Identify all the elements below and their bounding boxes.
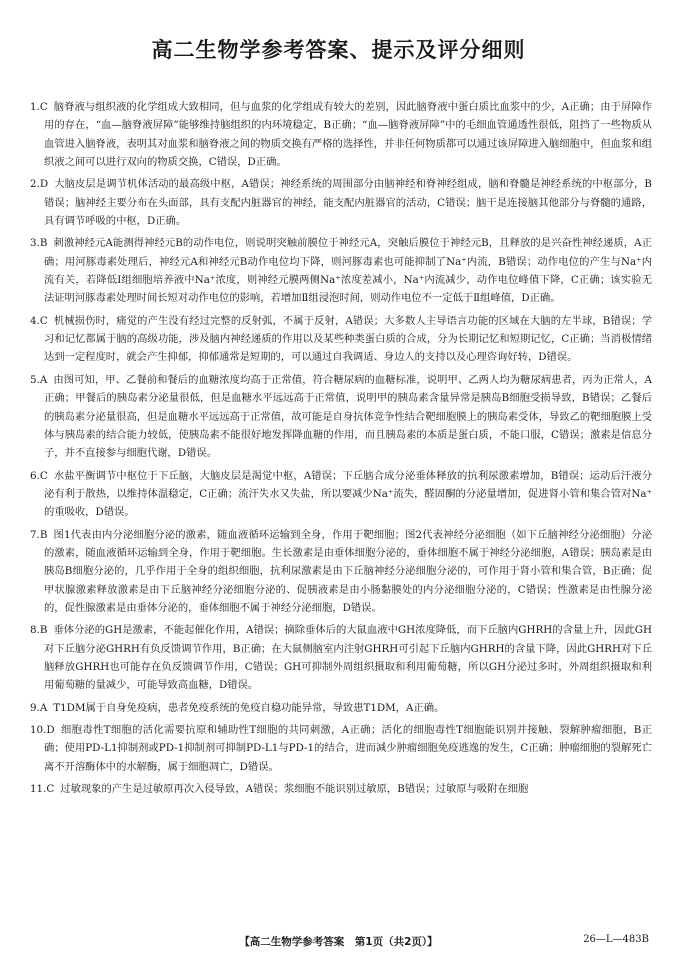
item-number: 4.	[30, 314, 40, 327]
document-title: 高二生物学参考答案、提示及评分细则	[151, 38, 526, 62]
item-number: 9.	[30, 701, 40, 714]
item-number: 6.	[30, 469, 40, 482]
footer-page-label: 【高二生物学参考答案 第1页（共2页）】	[239, 936, 438, 948]
answer-item	[30, 621, 652, 694]
item-explanation: T1DM属于自身免疫病，患者免疫系统的免疫自稳功能异常，导致患T1DM，A正确。	[53, 701, 445, 714]
item-answer: D	[39, 178, 49, 191]
footer-exam-code: 26—L—483B	[583, 934, 649, 945]
item-answer: C	[46, 783, 55, 796]
item-answer: A	[39, 701, 48, 714]
answer-item	[30, 175, 652, 230]
item-explanation: 水盐平衡调节中枢位于下丘脑，大脑皮层是渴觉中枢，A错误；下丘脑合成分泌垂体释放的抗利尿激素增加，B错误；运动后汗液分泌有利于散热，以维持体温稳定，C正确；流汗失水又失盐，所以要减少Na⁺流失，醛固酮的分泌量增加，促进肾小管和集合管对Na⁺的重吸收，D错误。	[44, 469, 652, 519]
answer-item	[30, 526, 652, 618]
item-number: 7.	[30, 528, 40, 541]
item-explanation: 图1代表由内分泌细胞分泌的激素，随血液循环运输到全身，作用于靶细胞；图2代表神经分泌细胞（如下丘脑神经分泌细胞）分泌的激素，随血液循环运输到全身，作用于靶细胞。生长激素是由垂体细胞分泌的，垂体细胞不属于神经分泌细胞，A错误；胰岛素是由胰岛B细胞分泌的，几乎作用于全身的组织细胞，抗利尿激素是由下丘脑神经分泌细胞分泌的，可作用于肾小管和集合管，B正确；促甲状腺激素释放激素是由下丘脑神经分泌细胞分泌的、促胰液素是由小肠黏膜处的内分泌细胞分泌的，C错误；性激素是由性腺分泌的，促性腺激素是由垂体分泌的，垂体细胞不属于神经分泌细胞，D错误。	[44, 528, 652, 614]
answer-item	[30, 312, 652, 367]
item-number: 8.	[30, 624, 40, 637]
item-explanation: 脑脊液与组织液的化学组成大致相同，但与血浆的化学组成有较大的差别，因此脑脊液中蛋白质比血浆中的少，A正确；由于屏障作用的存在，“血—脑脊液屏障”能够维持脑组织的内环境稳定，B正确；“血—脑脊液屏障”中的毛细血管通透性很低，阻挡了一些物质从血管进入脑脊液，表明其对血浆和脑脊液之间的物质交换有严格的选择性，并非任何物质都可以通过该屏障进入脑细胞中，但血浆和组织液之间可以进行双向的物质交换，C错误，D正确。	[44, 101, 652, 169]
item-answer: C	[39, 314, 48, 327]
item-number: 2.	[30, 178, 40, 191]
item-number: 11.	[30, 783, 47, 796]
item-number: 3.	[30, 237, 40, 250]
answer-item	[30, 780, 652, 798]
answer-item	[30, 98, 652, 171]
answer-item	[30, 234, 652, 307]
item-number: 1.	[30, 101, 40, 113]
item-answer: B	[39, 237, 48, 250]
item-explanation: 细胞毒性T细胞的活化需要抗原和辅助性T细胞的共同刺激，A正确；活化的细胞毒性T细胞能识别并接触、裂解肿瘤细胞，B正确；使用PD-L1抑制剂或PD-1抑制剂可抑制PD-L1与PD-1的结合，进而减少肿瘤细胞免疫逃逸的发生，C正确；肿瘤细胞的裂解死亡离不开溶酶体中的水解酶，属于细胞凋亡，D错误。	[44, 724, 652, 773]
item-explanation: 大脑皮层是调节机体活动的最高级中枢，A错误；神经系统的周围部分由脑神经和脊神经组成，脑和脊髓是神经系统的中枢部分，B错误；脑神经主要分布在头面部，具有支配内脏器官的神经，能支配内脏器官的活动，C错误；脑干是连接脑其他部分与脊髓的通路，具有调节呼吸的中枢，D正确。	[44, 178, 652, 228]
item-answer: C	[39, 469, 48, 482]
item-number: 5.	[30, 373, 40, 386]
answer-list	[30, 98, 652, 802]
item-explanation: 刺激神经元A能测得神经元B的动作电位，则说明突触前膜位于神经元A，突触后膜位于神经元B，且释放的是兴奋性神经递质，A正确；用河豚毒素处理后，神经元A和神经元B动作电位均下降，则河豚毒素也可能抑制了Na⁺内流，B错误；动作电位的产生与Na⁺内流有关，若降低Ⅰ组细胞培养液中Na⁺浓度，则神经元膜两侧Na⁺浓度差减小，Na⁺内流减少，动作电位峰值下降，C正确；该实验无法证明河豚毒素处理时间长短对动作电位的影响，若增加Ⅱ组浸泡时间，则动作电位不一定低于Ⅱ组峰值，D正确。	[44, 237, 652, 305]
answer-item	[30, 721, 652, 776]
item-explanation: 机械损伤时，痛觉的产生没有经过完整的反射弧，不属于反射，A错误；大多数人主导语言功能的区域在大脑的左半球，B错误；学习和记忆都属于脑的高级功能，涉及脑内神经递质的作用以及某些种类蛋白质的合成，分为长期记忆和短期记忆，C正确；当消极情绪达到一定程度时，就会产生抑郁，抑郁通常是短期的，可以通过自我调适、身边人的支持以及心理咨询好转，D错误。	[44, 314, 652, 364]
answer-item	[30, 699, 652, 717]
item-explanation: 垂体分泌的GH是激素，不能起催化作用，A错误；摘除垂体后的大鼠血液中GH浓度降低，而下丘脑内GHRH的含量上升，因此GH对下丘脑分泌GHRH有负反馈调节作用，B正确；在大鼠侧脑室内注射GHRH可引起下丘脑内GHRH的含量下降，因此GHRH对下丘脑释放GHRH也可能存在负反馈调节作用，C错误；GH可抑制外周组织摄取和利用葡萄糖，所以GH分泌过多时，外周组织摄取和利用葡萄糖的量减少，可能导致高血糖，D错误。	[44, 624, 652, 692]
item-answer: B	[39, 624, 48, 637]
answer-item	[30, 467, 652, 522]
item-answer: B	[39, 528, 48, 541]
item-answer: C	[39, 101, 48, 113]
item-explanation: 过敏现象的产生是过敏原再次入侵导致，A错误；浆细胞不能识别过敏原，B错误；过敏原与吸附在细胞	[60, 783, 529, 796]
answer-item	[30, 371, 652, 463]
item-explanation: 由图可知，甲、乙餐前和餐后的血糖浓度均高于正常值，符合糖尿病的血糖标准，说明甲、乙两人均为糖尿病患者，丙为正常人，A正确；甲餐后的胰岛素分泌量很低，但是血糖水平远远高于正常值，说明甲的胰岛素含量异常是胰岛B细胞受损导致，B错误；乙餐后的胰岛素分泌量很高，但是血糖水平远远高于正常值，故可能是自身抗体竞争性结合靶细胞膜上的胰岛素受体，导致乙的靶细胞膜上受体与胰岛素的结合能力较低，使胰岛素不能很好地发挥降血糖的作用，而且胰岛素的本质是蛋白质，不能口服，C错误；激素是信息分子，并不直接参与细胞代谢，D错误。	[44, 373, 652, 460]
item-answer: A	[39, 373, 48, 386]
page-footer	[0, 934, 677, 952]
item-answer: D	[46, 724, 55, 736]
item-number: 10.	[30, 724, 47, 736]
